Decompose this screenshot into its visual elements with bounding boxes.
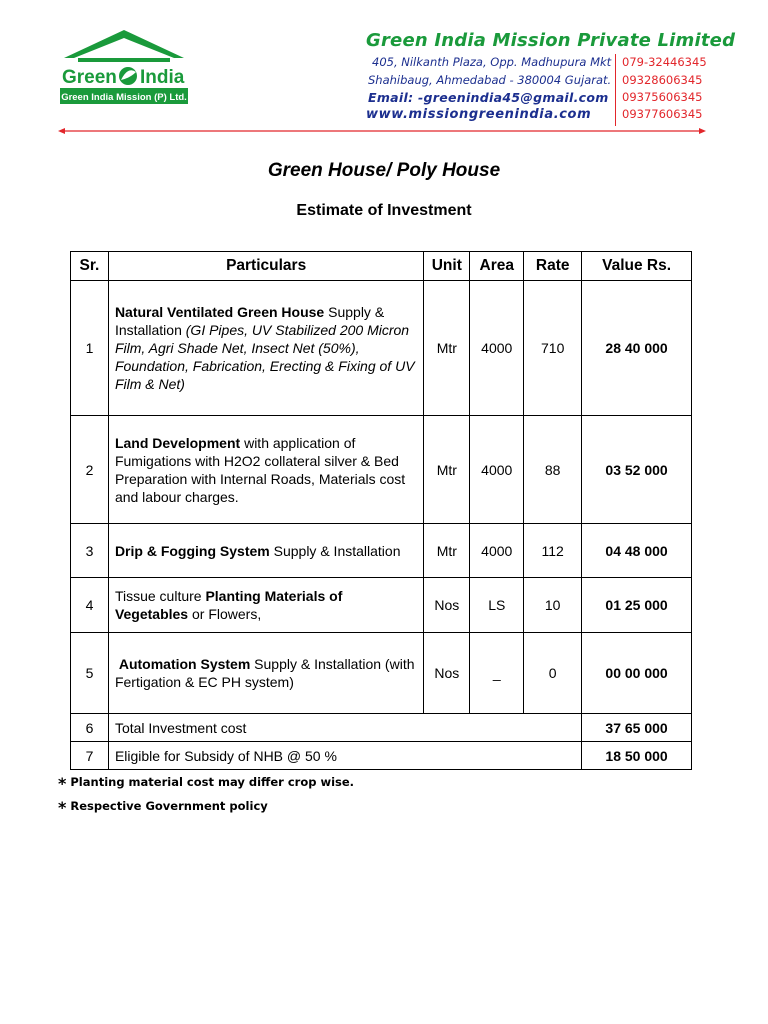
item-name: Natural Ventilated Green House bbox=[114, 304, 325, 320]
table-row bbox=[71, 633, 692, 714]
item-prefix: Tissue culture bbox=[114, 588, 206, 604]
item-desc: Supply & Installation bbox=[114, 304, 385, 338]
phone-separator bbox=[615, 54, 616, 126]
note-text: Planting material cost may differ crop wise. bbox=[70, 775, 355, 789]
row-value: 04 48 000 bbox=[582, 524, 692, 578]
row-unit: Nos bbox=[424, 578, 470, 633]
document-subtitle: Estimate of Investment bbox=[296, 202, 472, 219]
row-value: 00 00 000 bbox=[582, 633, 692, 714]
note-2 bbox=[58, 798, 268, 817]
row-particulars bbox=[108, 524, 423, 578]
table-row bbox=[71, 416, 692, 524]
table-header-row bbox=[71, 252, 692, 281]
header-divider bbox=[58, 127, 706, 135]
total-label: Total Investment cost bbox=[108, 714, 581, 742]
total-value: 37 65 000 bbox=[582, 714, 692, 742]
estimate-table bbox=[70, 251, 692, 770]
company-name: Green India Mission Private Limited bbox=[366, 30, 736, 51]
row-rate: 88 bbox=[524, 416, 582, 524]
row-sr: 6 bbox=[71, 714, 109, 742]
row-unit: Mtr bbox=[424, 281, 470, 416]
total-row bbox=[71, 714, 692, 742]
subsidy-value: 18 50 000 bbox=[582, 742, 692, 770]
subsidy-row bbox=[71, 742, 692, 770]
item-details: (GI Pipes, UV Stabilized 200 Micron Film, Agri Shade Net, Insect Net (50%), Foundation, Fabrication, Erecting & Fixing of UV Film & Net) bbox=[114, 322, 415, 392]
row-particulars bbox=[108, 281, 423, 416]
row-area: 4000 bbox=[470, 281, 524, 416]
header-particulars: Particulars bbox=[108, 252, 423, 281]
header-unit: Unit bbox=[424, 252, 470, 281]
phone-3: 09375606345 bbox=[622, 90, 703, 104]
row-area: 4000 bbox=[470, 416, 524, 524]
row-sr: 1 bbox=[71, 281, 109, 416]
note-1 bbox=[58, 774, 354, 793]
row-value: 28 40 000 bbox=[582, 281, 692, 416]
row-area: LS bbox=[470, 578, 524, 633]
note-text: Respective Government policy bbox=[70, 799, 268, 813]
row-sr: 3 bbox=[71, 524, 109, 578]
item-desc: with application of Fumigations with H2O2 collateral silver & Bed Preparation with Internal Roads, Materials cost and labour charges. bbox=[114, 434, 406, 505]
row-particulars bbox=[108, 578, 423, 633]
address-line-1: 405, Nilkanth Plaza, Opp. Madhupura Mkt bbox=[372, 55, 612, 69]
row-particulars bbox=[108, 416, 423, 524]
item-desc: Supply & Installation bbox=[269, 542, 401, 559]
item-desc: or Flowers, bbox=[188, 606, 262, 622]
document-title: Green House/ Poly House bbox=[267, 160, 501, 181]
row-sr: 2 bbox=[71, 416, 109, 524]
header-value: Value Rs. bbox=[582, 252, 692, 281]
row-unit: Mtr bbox=[424, 524, 470, 578]
company-logo bbox=[58, 28, 190, 106]
row-area: 4000 bbox=[470, 524, 524, 578]
asterisk-icon: * bbox=[58, 798, 67, 817]
header-rate: Rate bbox=[524, 252, 582, 281]
logo-banner-text: Green India Mission (P) Ltd. bbox=[61, 92, 187, 103]
item-desc: Supply & Installation (with Fertigation & EC PH system) bbox=[114, 656, 415, 690]
address-line-2: Shahibaug, Ahmedabad - 380004 Gujarat. bbox=[368, 73, 612, 87]
phone-1: 079-32446345 bbox=[622, 55, 707, 69]
table-row bbox=[71, 578, 692, 633]
email-address: Email: -greenindia45@gmail.com bbox=[368, 90, 609, 105]
row-sr: 7 bbox=[71, 742, 109, 770]
row-value: 03 52 000 bbox=[582, 416, 692, 524]
asterisk-icon: * bbox=[58, 774, 67, 793]
row-rate: 0 bbox=[524, 633, 582, 714]
phone-2: 09328606345 bbox=[622, 73, 703, 87]
row-value: 01 25 000 bbox=[582, 578, 692, 633]
row-rate: 112 bbox=[524, 524, 582, 578]
table-row bbox=[71, 524, 692, 578]
row-unit: Mtr bbox=[424, 416, 470, 524]
item-name: Automation System bbox=[118, 656, 251, 672]
website-url: www.missiongreenindia.com bbox=[366, 107, 592, 122]
row-unit: Nos bbox=[424, 633, 470, 714]
subsidy-label: Eligible for Subsidy of NHB @ 50 % bbox=[108, 742, 581, 770]
row-rate: 10 bbox=[524, 578, 582, 633]
item-name: Land Development bbox=[114, 434, 241, 451]
logo-text-green: Green bbox=[62, 67, 117, 88]
row-sr: 4 bbox=[71, 578, 109, 633]
item-name: Drip & Fogging System bbox=[114, 542, 270, 559]
item-name: Planting Materials of Vegetables bbox=[114, 588, 343, 622]
logo-text-india: India bbox=[140, 67, 185, 88]
row-area: _ bbox=[470, 633, 524, 714]
row-sr: 5 bbox=[71, 633, 109, 714]
row-particulars bbox=[108, 633, 423, 714]
table-row bbox=[71, 281, 692, 416]
phone-4: 09377606345 bbox=[622, 107, 703, 121]
header-area: Area bbox=[470, 252, 524, 281]
row-rate: 710 bbox=[524, 281, 582, 416]
header-sr: Sr. bbox=[71, 252, 109, 281]
